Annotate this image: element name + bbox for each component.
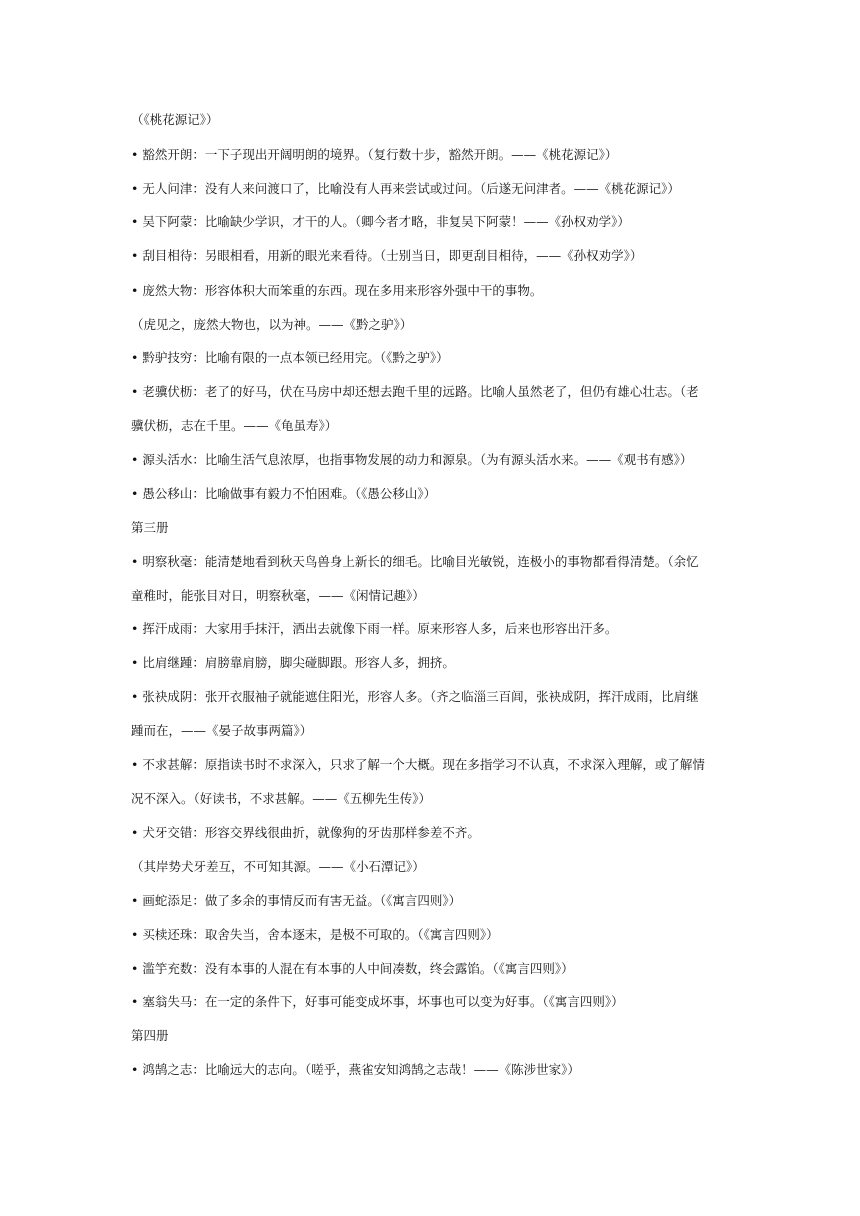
idiom-entry: • 明察秋毫：能清楚地看到秋天鸟兽身上新长的细毛。比喻目光敏锐，连极小的事物都看得清楚。（余忆 [131, 554, 699, 569]
idiom-entry: • 无人问津：没有人来问渡口了，比喻没有人再来尝试或过问。（后遂无问津者。——《桃花源记》） [131, 181, 680, 196]
idiom-entry: • 买椟还珠：取舍失当，舍本逐末，是极不可取的。（《寓言四则》） [131, 927, 499, 942]
text-line: 骥伏枥，志在千里。——《龟虽寿》） [131, 418, 338, 433]
idiom-entry: • 愚公移山：比喻做事有毅力不怕困难。（《愚公移山》） [131, 486, 437, 501]
idiom-entry: • 挥汗成雨：大家用手抹汗，洒出去就像下雨一样。原来形容人多，后来也形容出汗多。 [131, 621, 618, 636]
idiom-entry: • 塞翁失马：在一定的条件下，好事可能变成坏事，坏事也可以变为好事。（《寓言四则》） [131, 994, 624, 1009]
section-heading: 第四册 [131, 1028, 169, 1043]
idiom-entry: • 豁然开朗：一下子现出开阔明朗的境界。（复行数十步，豁然开朗。——《桃花源记》） [131, 147, 618, 162]
text-line: 况不深入。（好读书，不求甚解。——《五柳先生传》） [131, 791, 432, 806]
text-line: （其岸势犬牙差互，不可知其源。——《小石潭记》） [131, 859, 425, 874]
idiom-entry: • 吴下阿蒙：比喻缺少学识，才干的人。（卿今者才略，非复吴下阿蒙！——《孙权劝学》） [131, 214, 630, 229]
text-line: （《桃花源记》） [131, 112, 219, 127]
idiom-entry: • 源头活水：比喻生活气息浓厚，也指事物发展的动力和源泉。（为有源头活水来。——《观书有感》） [131, 452, 693, 467]
text-line: 童稚时，能张目对日，明察秋毫，——《闲情记趣》） [131, 588, 425, 603]
idiom-entry: • 张袂成阴：张开衣服袖子就能遮住阳光，形容人多。（齐之临淄三百闾，张袂成阴，挥汗成雨，比肩继 [131, 689, 699, 704]
idiom-entry: • 比肩继踵：肩膀靠肩膀，脚尖碰脚跟。形容人多，拥挤。 [131, 655, 455, 670]
text-line: 踵而在，——《晏子故事两篇》） [131, 723, 313, 738]
idiom-entry: • 不求甚解：原指读书时不求深入，只求了解一个大概。现在多指学习不认真，不求深入理解，或了解情 [131, 757, 705, 772]
text-line: （虎见之，庞然大物也，以为神。——《黔之驴》） [131, 317, 413, 332]
idiom-entry: • 老骥伏枥：老了的好马，伏在马房中却还想去跑千里的远路。比喻人虽然老了，但仍有雄心壮志。（老 [131, 384, 699, 399]
idiom-entry: • 庞然大物：形容体积大而笨重的东西。现在多用来形容外强中干的事物。 [131, 283, 543, 298]
idiom-entry: • 滥竽充数：没有本事的人混在有本事的人中间凑数，终会露馅。（《寓言四则》） [131, 961, 574, 976]
idiom-entry: • 刮目相待：另眼相看，用新的眼光来看待。（士别当日，即更刮目相待，——《孙权劝学》） [131, 248, 643, 263]
idiom-entry: • 黔驴技穷：比喻有限的一点本领已经用完。（《黔之驴》） [131, 350, 449, 365]
idiom-entry: • 画蛇添足：做了多余的事情反而有害无益。（《寓言四则》） [131, 893, 462, 908]
section-heading: 第三册 [131, 520, 169, 535]
idiom-entry: • 犬牙交错：形容交界线很曲折，就像狗的牙齿那样参差不齐。 [131, 825, 480, 840]
idiom-entry: • 鸿鹄之志：比喻远大的志向。（嗟乎，燕雀安知鸿鹄之志哉！——《陈涉世家》） [131, 1062, 580, 1077]
